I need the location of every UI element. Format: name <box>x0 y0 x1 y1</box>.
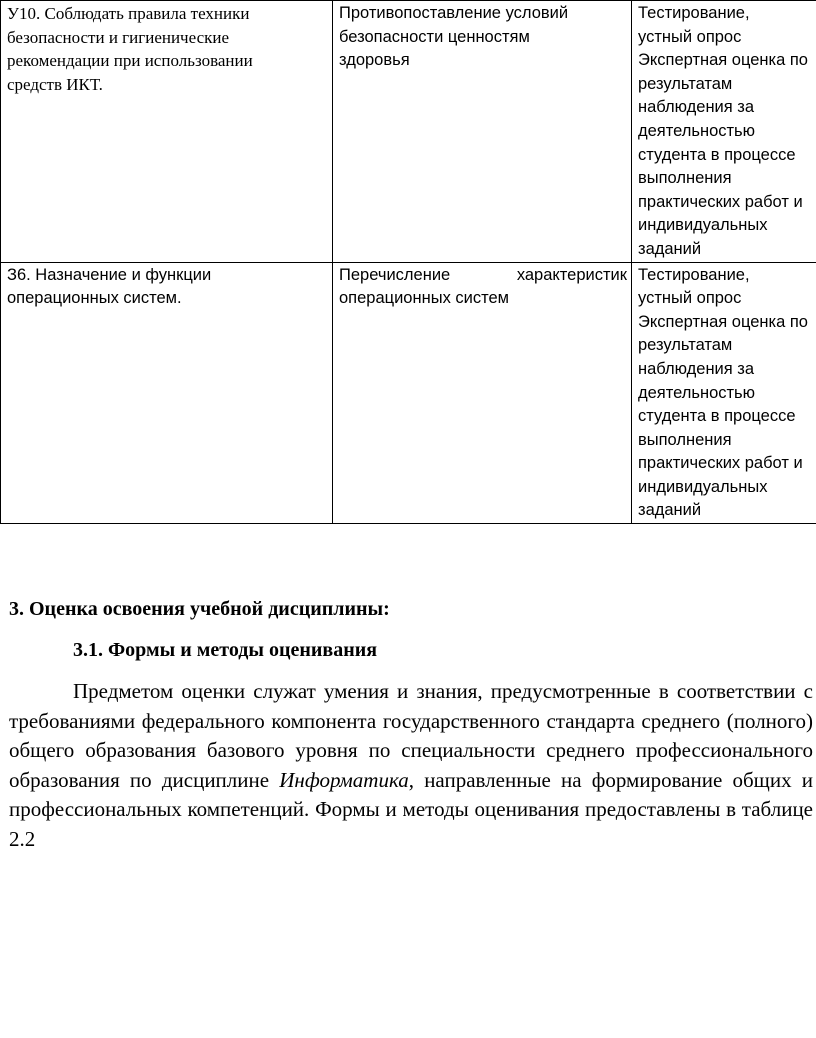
subsection-heading: 3.1. Формы и методы оценивания <box>73 639 378 661</box>
paragraph-text: , направленные на формирование общих и профессиональных компетенций. Формы и методы оценивания предоставлены в таблице 2.2 <box>9 767 813 851</box>
assessment-cell: Тестирование, устный опрос Экспертная оценка по результатам наблюдения за деятельностью студента в процессе выполнения практических работ и индивидуальных заданий <box>632 1 816 263</box>
body-paragraph <box>9 677 813 854</box>
indicator-line: Перечисление характеристик <box>339 265 627 284</box>
table-row <box>1 1 816 263</box>
paragraph-text: Предметом оценки служат умения и знания, предусмотренные в соответствии с требованиями федерального компонента государственного стандарта среднего (полного) общего образования базового уровня по специальности среднего профессионального образования по дисциплине <box>9 679 813 792</box>
skill-cell: З6. Назначение и функции операционных систем. <box>1 262 333 524</box>
indicator-line: операционных систем <box>339 289 510 308</box>
indicator-cell <box>333 262 632 524</box>
skill-cell: У10. Соблюдать правила техники безопасности и гигиенические рекомендации при использовании средств ИКТ. <box>1 1 333 263</box>
table-row <box>1 262 816 524</box>
section-heading: 3. Оценка освоения учебной дисциплины: <box>9 598 390 620</box>
discipline-name: Информатика <box>279 767 409 792</box>
assessment-cell: Тестирование, устный опрос Экспертная оценка по результатам наблюдения за деятельностью студента в процессе выполнения практических работ и индивидуальных заданий <box>632 262 816 524</box>
indicator-cell: Противопоставление условий безопасности ценностям здоровья <box>333 1 632 263</box>
